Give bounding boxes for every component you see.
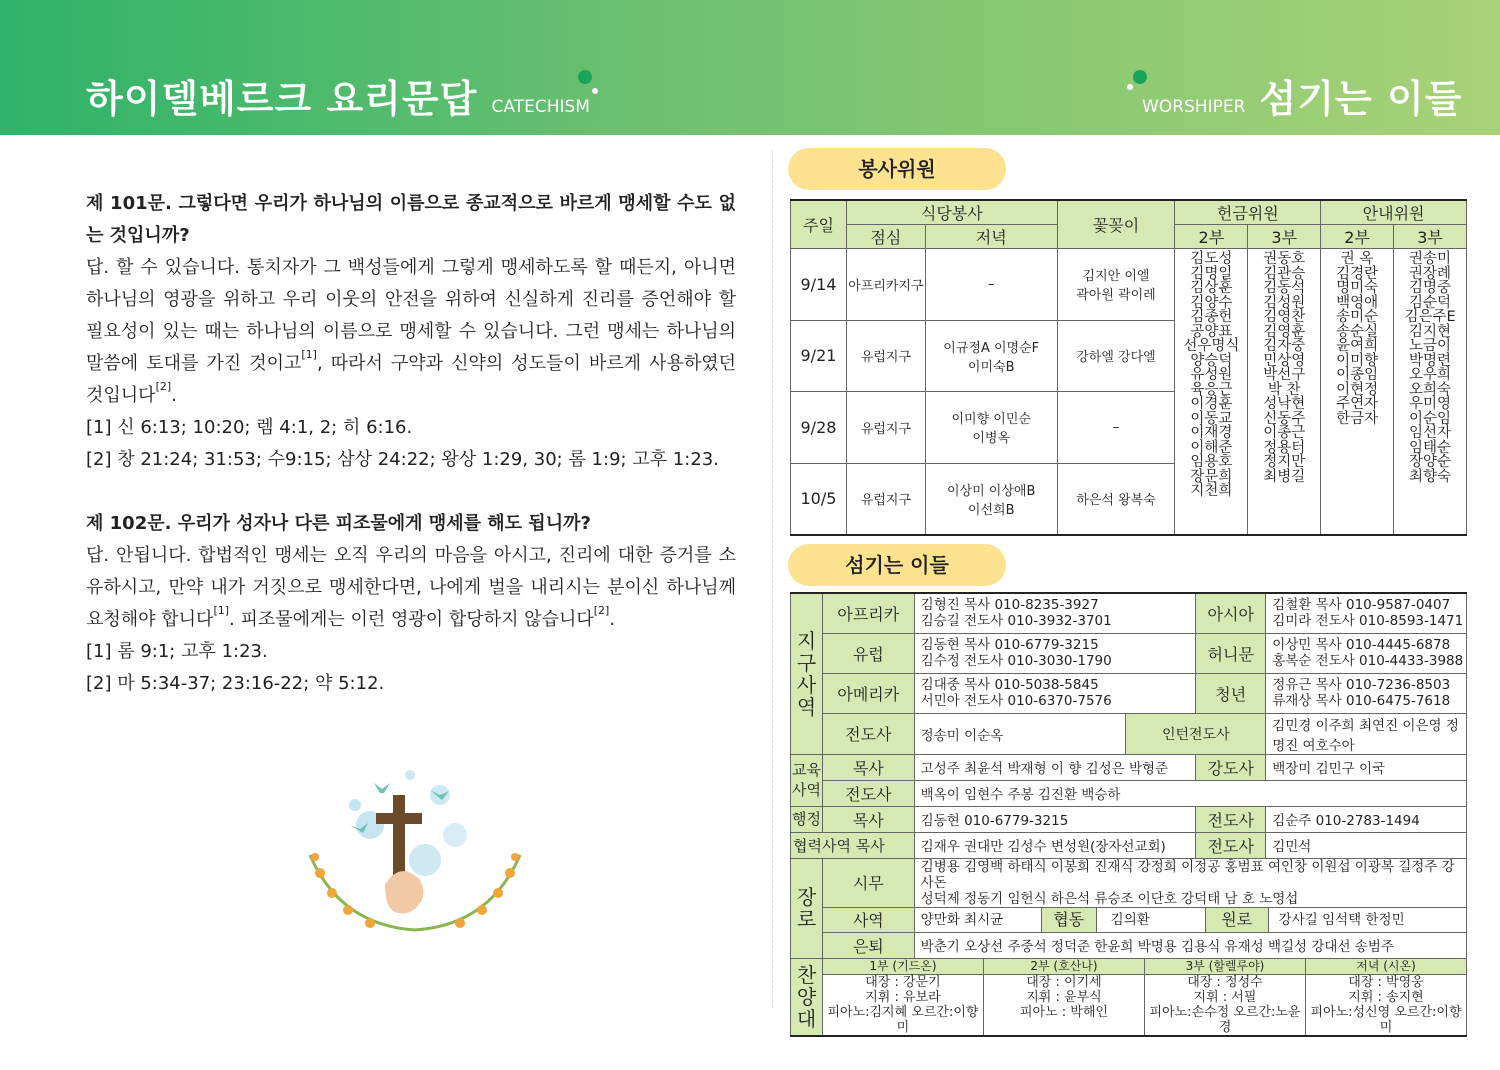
evangelist-names: 정송미 이순옥 (914, 713, 1126, 754)
col-meal: 식당봉사 (846, 200, 1057, 225)
choir-2: 2부 (호산나) 대장 : 이기세 지휘 : 윤부식 피아노 : 박해인 (984, 959, 1145, 1035)
catechism-title: 하이델베르크 요리문답 CATECHISM (86, 77, 590, 121)
dot-decoration (578, 70, 592, 84)
volunteer-name: 장문희 (1190, 468, 1233, 485)
edu-pastor-names: 고성주 최윤석 박재형 이 향 김성은 박형준 (914, 754, 1196, 780)
edu-evangelist-label: 전도사 (822, 780, 914, 806)
volunteer-name: 임태순 (1409, 439, 1452, 456)
servants-title: 섬기는 이들 (788, 544, 1006, 586)
volunteer-name: 이재경 (1190, 425, 1233, 441)
volunteer-name: 김지현 (1409, 323, 1452, 340)
volunteer-name: 노금이 (1409, 338, 1452, 354)
choir-label: 찬양대 (791, 958, 823, 1036)
volunteer-name: 권 옥 (1340, 251, 1374, 267)
row-lunch: 유럽지구 (846, 392, 925, 464)
divider (772, 150, 773, 1008)
volunteer-name: 김양수 (1190, 294, 1233, 311)
volunteer-name: 육응근 (1190, 381, 1233, 398)
america-label: 아메리카 (822, 673, 914, 713)
cross-illustration-icon (300, 765, 530, 945)
volunteer-name: 송미순 (1336, 309, 1379, 325)
volunteer-name: 김순덕 (1409, 294, 1452, 311)
volunteers-title: 봉사위원 (788, 148, 1006, 190)
intern-names: 김민경 이주희 최연진 이은영 정명진 여호수아 (1266, 713, 1467, 754)
honeymoon-label: 허니문 (1196, 633, 1266, 673)
retired-label: 은퇴 (822, 932, 914, 958)
row-flower: 김지안 이엘 곽아원 곽이레 (1057, 249, 1175, 321)
col-guide-3: 3부 (1394, 225, 1467, 249)
guide-3-names (1394, 249, 1467, 535)
volunteer-name: 권장례 (1409, 265, 1452, 282)
col-offering-2: 2부 (1175, 225, 1248, 249)
volunteer-name: 오우희 (1409, 367, 1452, 383)
row-lunch: 아프리카지구 (846, 249, 925, 321)
intern-label: 인턴전도사 (1126, 713, 1266, 754)
worshiper-subtitle: WORSHIPER (1142, 97, 1246, 117)
col-lunch: 점심 (846, 225, 925, 249)
active-elder-names: 김병용 김영백 하태식 이봉희 진재식 강정희 이정공 홍범표 여인창 이원섭 이광복 길정주 강사돈 성덕제 정동기 임헌식 하은석 류승조 이단호 강덕태 남 호 노영섭 (914, 858, 1466, 907)
evangelist-label: 전도사 (822, 713, 914, 754)
row-date: 9/14 (791, 249, 847, 321)
col-flower: 꽃꽂이 (1057, 200, 1175, 249)
volunteer-name: 김성원 (1263, 294, 1306, 311)
volunteer-name: 김동석 (1263, 280, 1306, 296)
volunteer-name: 김자중 (1263, 338, 1306, 354)
row-dinner: 이규정A 이명순F 이미숙B (925, 320, 1057, 392)
asia-contacts: 김철환 목사 010-9587-0407 김미라 전도사 010-8593-1471 (1266, 593, 1467, 633)
elder-role-label: 사역 (822, 907, 914, 932)
volunteer-name: 권동호 (1263, 251, 1306, 267)
row-dinner: – (925, 249, 1057, 321)
volunteer-name: 김영찬 (1263, 309, 1306, 325)
volunteer-name: 선우명식 (1183, 338, 1240, 354)
row-date: 9/28 (791, 392, 847, 464)
europe-contacts: 김동현 목사 010-6779-3215 김수정 전도사 010-3030-1790 (914, 633, 1196, 673)
catechism-section (86, 188, 736, 700)
volunteer-name: 이순임 (1409, 410, 1452, 427)
volunteer-name: 김관승 (1263, 265, 1306, 282)
offering-2-names (1175, 249, 1248, 535)
volunteer-name: 이해준 (1190, 439, 1233, 456)
table-row (791, 249, 1467, 321)
youth-label: 청년 (1196, 673, 1266, 713)
volunteer-name: 김상훈 (1190, 280, 1233, 296)
lecturer-names: 백장미 김민구 이국 (1266, 754, 1467, 780)
honeymoon-contacts: 이상민 목사 010-4445-6878 홍복순 전도사 010-4433-3988 (1266, 633, 1467, 673)
worshiper-title: WORSHIPER 섬기는 이들 (1142, 77, 1463, 121)
row-lunch: 유럽지구 (846, 463, 925, 535)
volunteer-name: 신동주 (1263, 410, 1306, 427)
col-offering: 헌금위원 (1175, 200, 1321, 225)
volunteer-name: 이미향 (1336, 352, 1379, 369)
district-label: 지구사역 (791, 593, 823, 754)
volunteer-name: 공양표 (1190, 323, 1233, 340)
volunteer-name: 민상영 (1263, 352, 1306, 369)
admin-role: 목사 (822, 806, 914, 832)
edu-pastor-label: 목사 (822, 754, 914, 780)
choir-section (822, 958, 1466, 1036)
volunteer-name: 주연자 (1336, 396, 1379, 412)
volunteer-name: 이종근 (1263, 425, 1306, 441)
question-101: 제 101문. 그렇다면 우리가 하나님의 이름으로 종교적으로 바르게 맹세할 수도 없는 것입니까? (86, 193, 736, 246)
volunteer-name: 성낙현 (1263, 396, 1306, 412)
col-guide-2: 2부 (1321, 225, 1394, 249)
dot-decoration (592, 88, 598, 94)
volunteer-name: 정지만 (1263, 454, 1306, 470)
volunteer-name: 이동교 (1190, 410, 1233, 427)
reference: [2] 마 5:34-37; 23:16-22; 약 5:12. (86, 673, 385, 694)
answer-102: 답. 안됩니다. 합법적인 맹세는 오직 우리의 마음을 아시고, 진리에 대한 증거를 소유하시고, 만약 내가 거짓으로 맹세한다면, 나에게 벌을 내리시는 분이신 하나님께 요청해야 합니다[1]. 피조물에게는 이런 영광이 합당하지 않습니다[2]. (86, 545, 736, 630)
row-date: 9/21 (791, 320, 847, 392)
row-dinner: 이상미 이상애B 이선희B (925, 463, 1057, 535)
page-header (0, 0, 1500, 135)
volunteer-name: 명미숙 (1336, 280, 1379, 296)
row-flower: – (1057, 392, 1175, 464)
volunteer-name: 임용호 (1190, 454, 1233, 470)
lecturer-label: 강도사 (1196, 754, 1266, 780)
catechism-subtitle: CATECHISM (491, 97, 590, 117)
volunteer-name: 권송미 (1409, 251, 1452, 267)
volunteer-name: 양승덕 (1190, 352, 1233, 369)
volunteer-name: 김도성 (1190, 251, 1233, 267)
volunteer-name: 이종임 (1336, 367, 1379, 383)
volunteer-name: 김명중 (1409, 280, 1452, 296)
volunteer-name: 이경훈 (1190, 396, 1233, 412)
reference: [2] 창 21:24; 31:53; 수9:15; 삼상 24:22; 왕상 1:29, 30; 롬 1:9; 고후 1:23. (86, 449, 719, 470)
volunteer-name: 오희숙 (1409, 381, 1452, 398)
reference: [1] 신 6:13; 10:20; 렘 4:1, 2; 히 6:16. (86, 417, 413, 438)
volunteer-name: 김영훈 (1263, 323, 1306, 340)
active-elder-label: 시무 (822, 858, 914, 907)
question-102: 제 102문. 우리가 성자나 다른 피조물에게 맹세를 해도 됩니까? (86, 513, 591, 534)
europe-label: 유럽 (822, 633, 914, 673)
col-date: 주일 (791, 200, 847, 249)
volunteer-name: 박선구 (1263, 367, 1306, 383)
volunteer-name: 윤여희 (1336, 338, 1379, 354)
elder-label: 장로 (791, 858, 823, 958)
admin-label: 행정 (791, 806, 823, 832)
offering-3-names (1248, 249, 1321, 535)
america-contacts: 김대중 목사 010-5038-5845 서민아 전도사 010-6370-7576 (914, 673, 1196, 713)
col-offering-3: 3부 (1248, 225, 1321, 249)
guide-2-names (1321, 249, 1394, 535)
reference: [1] 롬 9:1; 고후 1:23. (86, 641, 268, 662)
admin-role2: 전도사 (1196, 806, 1266, 832)
volunteer-name: 김종헌 (1190, 309, 1233, 325)
volunteer-name: 최병길 (1263, 468, 1306, 485)
volunteer-name: 최향숙 (1409, 468, 1452, 485)
youth-contacts: 정유근 목사 010-7236-8503 류재상 목사 010-6475-7618 (1266, 673, 1467, 713)
volunteer-name: 김경란 (1336, 265, 1379, 282)
volunteers-table (790, 199, 1467, 536)
volunteer-name: 우미영 (1409, 396, 1452, 412)
choir-4: 저녁 (시온) 대장 : 박영웅 지휘 : 송지현 피아노:성신영 오르간:이향미 (1306, 959, 1466, 1035)
coop-names: 김재우 권대만 김성수 변성원(장자선교회) (914, 832, 1196, 858)
volunteer-name: 장양순 (1409, 454, 1452, 470)
volunteer-name: 지천희 (1190, 483, 1233, 499)
asia-label: 아시아 (1196, 593, 1266, 633)
volunteer-name: 이현정 (1336, 381, 1379, 398)
volunteer-name: 한금자 (1336, 410, 1379, 427)
africa-label: 아프리카 (822, 593, 914, 633)
edu-label: 교육사역 (791, 754, 823, 806)
row-flower: 하은석 왕복숙 (1057, 463, 1175, 535)
volunteer-name: 박 찬 (1267, 381, 1301, 398)
volunteer-name: 정용터 (1263, 439, 1306, 456)
row-flower: 강하엘 강다엘 (1057, 320, 1175, 392)
africa-contacts: 김형진 목사 010-8235-3927 김승길 전도사 010-3932-3701 (914, 593, 1196, 633)
admin-names: 김동현 010-6779-3215 (914, 806, 1196, 832)
volunteer-name: 김명일 (1190, 265, 1233, 282)
volunteer-name: 백영애 (1336, 294, 1379, 311)
volunteer-name: 박명련 (1409, 352, 1452, 369)
row-date: 10/5 (791, 463, 847, 535)
col-guide: 안내위원 (1321, 200, 1467, 225)
row-lunch: 유럽지구 (846, 320, 925, 392)
answer-101: 답. 할 수 있습니다. 통치자가 그 백성들에게 그렇게 맹세하도록 할 때든지, 아니면 하나님의 영광을 위하고 우리 이웃의 안전을 위하여 신실하게 진리를 증언해야 할 필요성이 있는 때는 하나님의 이름으로 맹세할 수 있습니다. 그런 맹세는 하나님의 말씀에 토대를 가진 것이고[1], 따라서 구약과 신약의 성도들이 바르게 사용하였던 것입니다[2]. (86, 257, 736, 406)
volunteer-name: 김은주E (1404, 309, 1456, 325)
choir-3: 3부 (할렐루야) 대장 : 정성수 지휘 : 서필 피아노:손수정 오르간:노윤경 (1145, 959, 1306, 1035)
dot-decoration (1127, 84, 1133, 90)
col-dinner: 저녁 (925, 225, 1057, 249)
elder-role-row: 양만화 최시균 협동 김의환 원로 강사길 임석택 한정민 (914, 907, 1466, 932)
servants-table (790, 592, 1467, 1037)
admin-names2: 김순주 010-2783-1494 (1266, 806, 1467, 832)
volunteer-name: 유성원 (1190, 367, 1233, 383)
edu-evangelist-names: 백옥이 임현수 주봉 김진환 백승하 (914, 780, 1466, 806)
coop-label: 협력사역 목사 (791, 832, 915, 858)
retired-names: 박춘기 오상선 주중석 정덕준 한윤희 박명용 김용식 유재성 백길성 강대선 송범주 (914, 932, 1466, 958)
coop-role2: 전도사 (1196, 832, 1266, 858)
row-dinner: 이미향 이민순 이병옥 (925, 392, 1057, 464)
coop-names2: 김민석 (1266, 832, 1467, 858)
choir-1: 1부 (기드온) 대장 : 강문기 지휘 : 유보라 피아노:김지혜 오르간:이향미 (823, 959, 984, 1035)
volunteer-name: 임선자 (1409, 425, 1452, 441)
volunteer-name: 송순실 (1336, 323, 1379, 340)
